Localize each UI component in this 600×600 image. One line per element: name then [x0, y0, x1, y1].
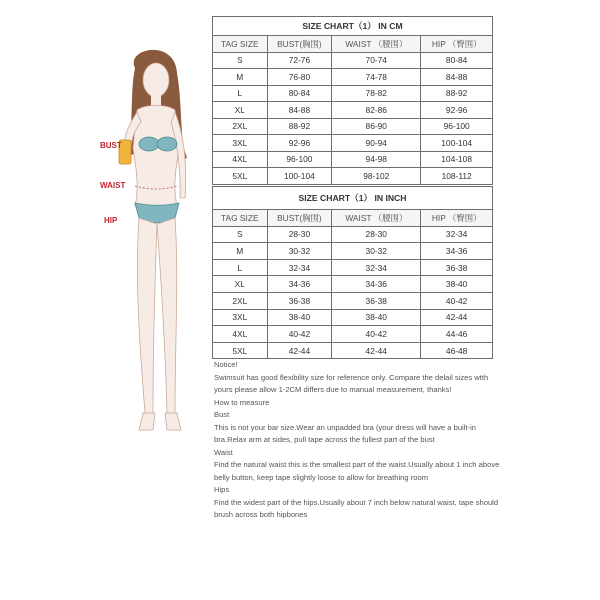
table-row: [213, 151, 493, 168]
hip-cell: 104-108: [421, 151, 493, 168]
hip-cell: 100-104: [421, 135, 493, 152]
waist-cell: 38-40: [332, 309, 421, 326]
bust-heading: Bust: [214, 410, 230, 419]
table-row: [213, 69, 493, 86]
bust-cell: 38-40: [267, 309, 332, 326]
size-chart-inch: [212, 186, 493, 359]
bust-cell: 88-92: [267, 118, 332, 135]
waist-cell: 98-102: [332, 168, 421, 185]
size-cell: 2XL: [213, 118, 268, 135]
table-row: [213, 342, 493, 359]
bust-cell: 80-84: [267, 85, 332, 102]
header-cell: TAG SIZE: [213, 210, 268, 227]
bust-cell: 92-96: [267, 135, 332, 152]
waist-cell: 94-98: [332, 151, 421, 168]
bust-cell: 96-100: [267, 151, 332, 168]
waist-label: WAIST: [100, 181, 126, 190]
left-foot: [139, 413, 155, 430]
notice-title: Notice!: [214, 360, 238, 369]
waist-instructions: Find the natural waist this is the smallest part of the waist.Usually about 1 inch above belly button, keep tape slightly loose to allow for breathing room: [214, 460, 500, 482]
waist-cell: 78-82: [332, 85, 421, 102]
header-cell: BUST(胸围): [267, 210, 332, 227]
hip-cell: 88-92: [421, 85, 493, 102]
table-row: [213, 118, 493, 135]
bust-instructions: This is not your bar size.Wear an unpadded bra (your dress will have a built-in bra.Relax arm at sides, pull tape across the fullest part of the bust: [214, 422, 476, 444]
size-cell: L: [213, 85, 268, 102]
header-cell: WAIST （腰围）: [332, 36, 421, 53]
bust-cell: 100-104: [267, 168, 332, 185]
waist-cell: 70-74: [332, 52, 421, 69]
header-cell: HIP （臀围）: [421, 36, 493, 53]
hip-cell: 92-96: [421, 102, 493, 119]
header-cell: WAIST （腰围）: [332, 210, 421, 227]
bust-cell: 34-36: [267, 276, 332, 293]
size-cell: 4XL: [213, 151, 268, 168]
waist-cell: 42-44: [332, 342, 421, 359]
table-row: [213, 243, 493, 260]
face: [143, 63, 169, 97]
bust-label: BUST: [100, 141, 122, 150]
table-row: [213, 276, 493, 293]
header-cell: BUST(胸围): [267, 36, 332, 53]
flexibility-note: Swimsuit has good flexibility size for reference only. Compare the delail sizes wtth yours please allow 1-2CM differs due to manual measurement, thanks!: [214, 372, 489, 394]
hips-heading: Hips: [214, 485, 230, 494]
right-leg: [157, 218, 177, 413]
hip-cell: 32-34: [421, 226, 493, 243]
bust-cell: 28-30: [267, 226, 332, 243]
size-cell: L: [213, 259, 268, 276]
chart-title: SIZE CHART（1） IN INCH: [213, 187, 493, 210]
left-leg: [137, 218, 157, 413]
table-row: [213, 309, 493, 326]
size-cell: 2XL: [213, 292, 268, 309]
header-row: [213, 210, 493, 227]
model-figure: [95, 38, 215, 438]
table-row: [213, 85, 493, 102]
hip-cell: 38-40: [421, 276, 493, 293]
size-cell: XL: [213, 102, 268, 119]
hip-label: HIP: [104, 216, 118, 225]
bust-cell: 40-42: [267, 326, 332, 343]
bust-cell: 76-80: [267, 69, 332, 86]
header-cell: HIP （臀围）: [421, 210, 493, 227]
hip-cell: 44-46: [421, 326, 493, 343]
waist-cell: 86-90: [332, 118, 421, 135]
waist-cell: 32-34: [332, 259, 421, 276]
size-chart-cm: [212, 16, 493, 185]
model-illustration: [95, 38, 215, 438]
size-cell: S: [213, 226, 268, 243]
waist-cell: 90-94: [332, 135, 421, 152]
chart-title: SIZE CHART（1） IN CM: [213, 17, 493, 36]
hip-cell: 108-112: [421, 168, 493, 185]
size-cell: 4XL: [213, 326, 268, 343]
bust-cell: 32-34: [267, 259, 332, 276]
table-row: [213, 52, 493, 69]
bust-cell: 36-38: [267, 292, 332, 309]
hip-cell: 40-42: [421, 292, 493, 309]
size-cell: 5XL: [213, 168, 268, 185]
bikini-top-left: [139, 137, 159, 151]
size-cell: S: [213, 52, 268, 69]
measurement-notes: [214, 359, 504, 522]
size-cell: M: [213, 243, 268, 260]
hip-cell: 36-38: [421, 259, 493, 276]
hip-cell: 42-44: [421, 309, 493, 326]
hip-cell: 80-84: [421, 52, 493, 69]
table-row: [213, 326, 493, 343]
hip-cell: 96-100: [421, 118, 493, 135]
hips-instructions: Find the widest part of the hips.Usually about 7 inch below natural waist, tape should brush across both hipbones: [214, 497, 499, 519]
bust-cell: 72-76: [267, 52, 332, 69]
waist-cell: 82-86: [332, 102, 421, 119]
waist-cell: 74-78: [332, 69, 421, 86]
size-cell: 3XL: [213, 309, 268, 326]
how-to-heading: How to measure: [214, 397, 270, 407]
table-row: [213, 168, 493, 185]
right-foot: [165, 413, 181, 430]
header-cell: TAG SIZE: [213, 36, 268, 53]
waist-heading: Waist: [214, 447, 233, 457]
waist-cell: 34-36: [332, 276, 421, 293]
table-row: [213, 259, 493, 276]
table-row: [213, 226, 493, 243]
waist-cell: 40-42: [332, 326, 421, 343]
table-row: [213, 135, 493, 152]
hip-cell: 46-48: [421, 342, 493, 359]
bust-cell: 84-88: [267, 102, 332, 119]
hip-cell: 84-88: [421, 69, 493, 86]
header-row: [213, 36, 493, 53]
waist-cell: 30-32: [332, 243, 421, 260]
bust-cell: 42-44: [267, 342, 332, 359]
size-cell: 5XL: [213, 342, 268, 359]
size-cell: M: [213, 69, 268, 86]
size-cell: XL: [213, 276, 268, 293]
table-row: [213, 102, 493, 119]
waist-cell: 28-30: [332, 226, 421, 243]
bust-cell: 30-32: [267, 243, 332, 260]
bikini-top-right: [157, 137, 177, 151]
size-cell: 3XL: [213, 135, 268, 152]
table-row: [213, 292, 493, 309]
hip-cell: 34-36: [421, 243, 493, 260]
waist-cell: 36-38: [332, 292, 421, 309]
